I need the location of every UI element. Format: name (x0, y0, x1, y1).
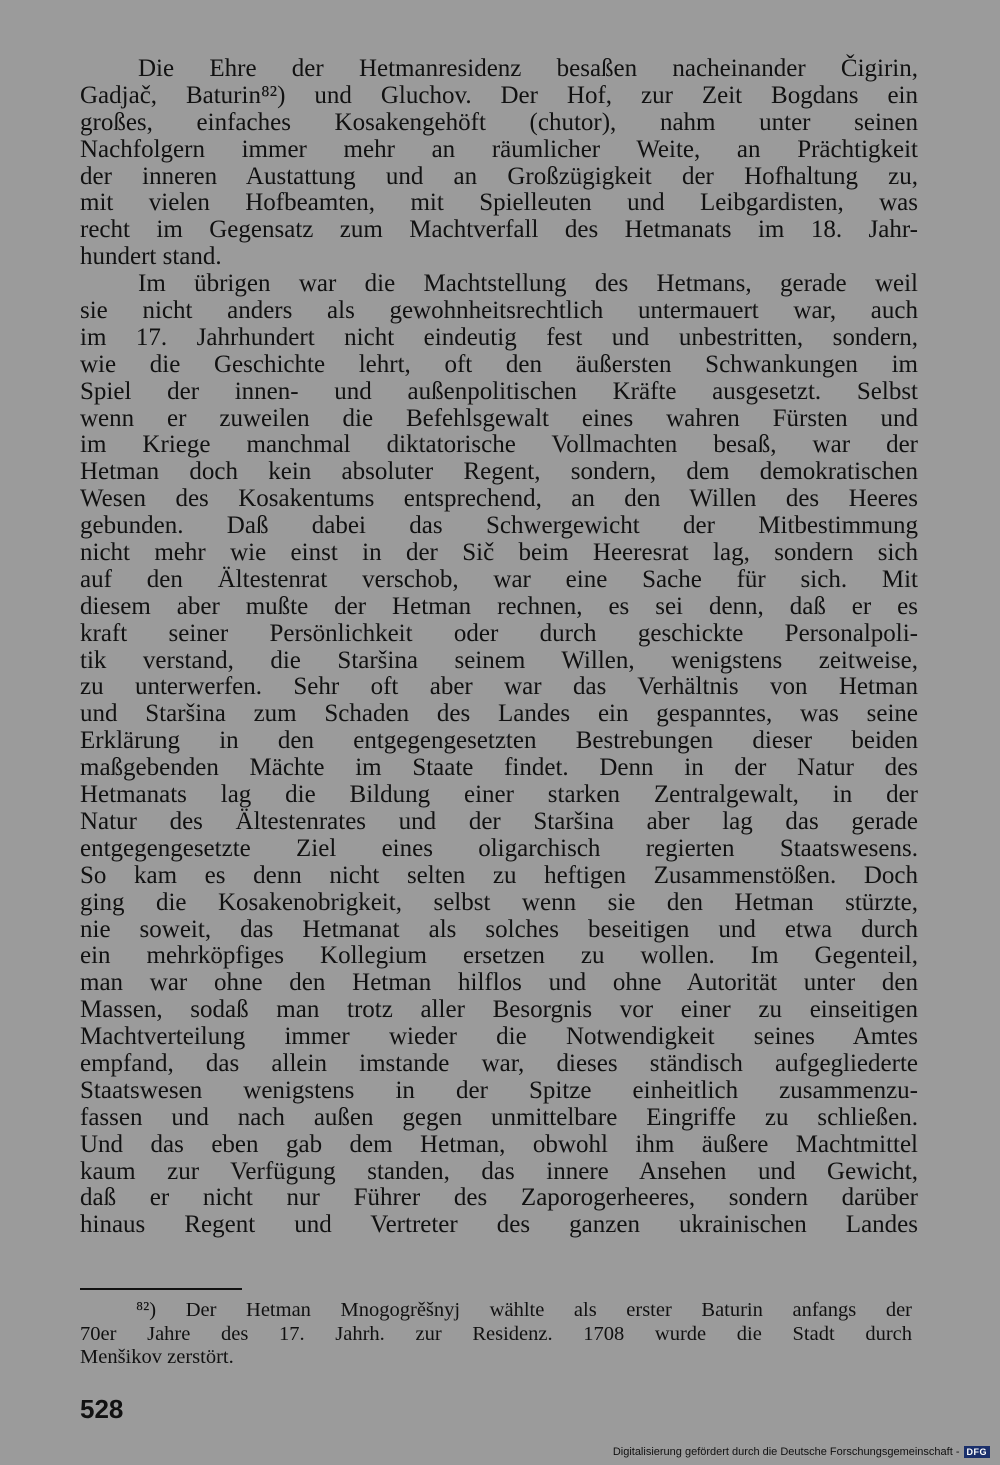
text-line: Die Ehre der Hetmanresidenz besaßen nacheinander Čigirin, (138, 55, 918, 82)
text-line: Im übrigen war die Machtstellung des Hetmans, gerade weil (138, 270, 918, 298)
text-line: auf den Ältestenrat verschob, war eine Sache für sich. Mit (80, 565, 918, 593)
footnote-line: ⁸²) Der Hetman Mnogogrěšnyj wählte als erster Baturin anfangs der (136, 1299, 912, 1321)
text-line: gebunden. Daß dabei das Schwergewicht der Mitbestimmung (80, 512, 918, 540)
text-line: und Staršina zum Schaden des Landes ein gespanntes, was seine (80, 700, 918, 728)
text-line: nicht mehr wie einst in der Sič beim Heeresrat lag, sondern sich (80, 539, 918, 567)
text-line: Machtverteilung immer wieder die Notwendigkeit seines Amtes (80, 1023, 918, 1051)
dfg-logo[interactable]: DFG (964, 1446, 991, 1458)
text-line: sie nicht anders als gewohnheitsrechtlich untermauert war, auch (80, 297, 918, 325)
text-line: recht im Gegensatz zum Machtverfall des Hetmanats im 18. Jahr- (80, 216, 918, 244)
text-line: Staatswesen wenigstens in der Spitze einheitlich zusammenzu- (80, 1076, 918, 1104)
text-line: Spiel der innen- und außenpolitischen Kräfte ausgesetzt. Selbst (80, 377, 918, 405)
footnote-block (80, 1299, 912, 1370)
footnote-divider (80, 1288, 242, 1290)
text-line: ging die Kosakenobrigkeit, selbst wenn sie den Hetman stürzte, (80, 888, 918, 916)
text-line: entgegengesetzte Ziel eines oligarchisch regierten Staatswesens. (80, 834, 918, 862)
text-line: ein mehrköpfiges Kollegium ersetzen zu wollen. Im Gegenteil, (80, 942, 918, 970)
text-line: tik verstand, die Staršina seinem Willen, wenigstens zeitweise, (80, 646, 918, 674)
text-line: der inneren Austattung und an Großzügigkeit der Hofhaltung zu, (80, 162, 918, 190)
text-line: fassen und nach außen gegen unmittelbare Eingriffe zu schließen. (80, 1103, 918, 1131)
text-line: empfand, das allein imstande war, dieses ständisch aufgegliederte (80, 1049, 918, 1077)
text-line: nie soweit, das Hetmanat als solches beseitigen und etwa durch (80, 915, 918, 943)
text-line: Nachfolgern immer mehr an räumlicher Weite, an Prächtigkeit (80, 135, 918, 163)
page-number: 528 (80, 1394, 124, 1424)
text-line: So kam es denn nicht selten zu heftigen Zusammenstößen. Doch (80, 861, 918, 889)
text-line: Wesen des Kosakentums entsprechend, an den Willen des Heeres (80, 485, 918, 513)
text-line: wenn er zuweilen die Befehlsgewalt eines wahren Fürsten und (80, 404, 918, 432)
text-line: im Kriege manchmal diktatorische Vollmachten besaß, war der (80, 431, 918, 459)
text-line: Gadjač, Baturin⁸²) und Gluchov. Der Hof, zur Zeit Bogdans ein (80, 81, 918, 109)
footnote-line: Menšikov zerstört. (80, 1346, 234, 1368)
text-line: daß er nicht nur Führer des Zaporogerheeres, sondern darüber (80, 1184, 918, 1212)
text-line: kraft seiner Persönlichkeit oder durch geschickte Personalpoli- (80, 619, 918, 647)
text-line: hinaus Regent und Vertreter des ganzen ukrainischen Landes (80, 1211, 918, 1239)
text-line: Hetmanats lag die Bildung einer starken Zentralgewalt, in der (80, 781, 918, 809)
text-line: maßgebenden Mächte im Staate findet. Denn in der Natur des (80, 754, 918, 782)
main-text-block (80, 56, 918, 1239)
footnote-line: 70er Jahre des 17. Jahrh. zur Residenz. 1708 wurde die Stadt durch (80, 1322, 912, 1345)
text-line: zu unterwerfen. Sehr oft aber war das Verhältnis von Hetman (80, 673, 918, 701)
text-line: Natur des Ältestenrates und der Staršina aber lag das gerade (80, 807, 918, 835)
text-line: Und das eben gab dem Hetman, obwohl ihm äußere Machtmittel (80, 1130, 918, 1158)
text-line: im 17. Jahrhundert nicht eindeutig fest und unbestritten, sondern, (80, 323, 918, 351)
text-line: Massen, sodaß man trotz aller Besorgnis vor einer zu einseitigen (80, 996, 918, 1024)
digitization-credit (613, 1446, 990, 1458)
text-line: großes, einfaches Kosakengehöft (chutor), nahm unter seinen (80, 108, 918, 136)
text-line: diesem aber mußte der Hetman rechnen, es sei denn, daß er es (80, 592, 918, 620)
text-line: wie die Geschichte lehrt, oft den äußersten Schwankungen im (80, 350, 918, 378)
text-line: man war ohne den Hetman hilflos und ohne Autorität unter den (80, 969, 918, 997)
text-line: Hetman doch kein absoluter Regent, sondern, dem demokratischen (80, 458, 918, 486)
text-line: Erklärung in den entgegengesetzten Bestrebungen dieser beiden (80, 727, 918, 755)
text-line: hundert stand. (80, 243, 222, 271)
credit-text: Digitalisierung gefördert durch die Deutsche Forschungsgemeinschaft - (612, 1446, 960, 1458)
text-line: kaum zur Verfügung standen, das innere Ansehen und Gewicht, (80, 1157, 918, 1185)
text-line: mit vielen Hofbeamten, mit Spielleuten und Leibgardisten, was (80, 189, 918, 217)
